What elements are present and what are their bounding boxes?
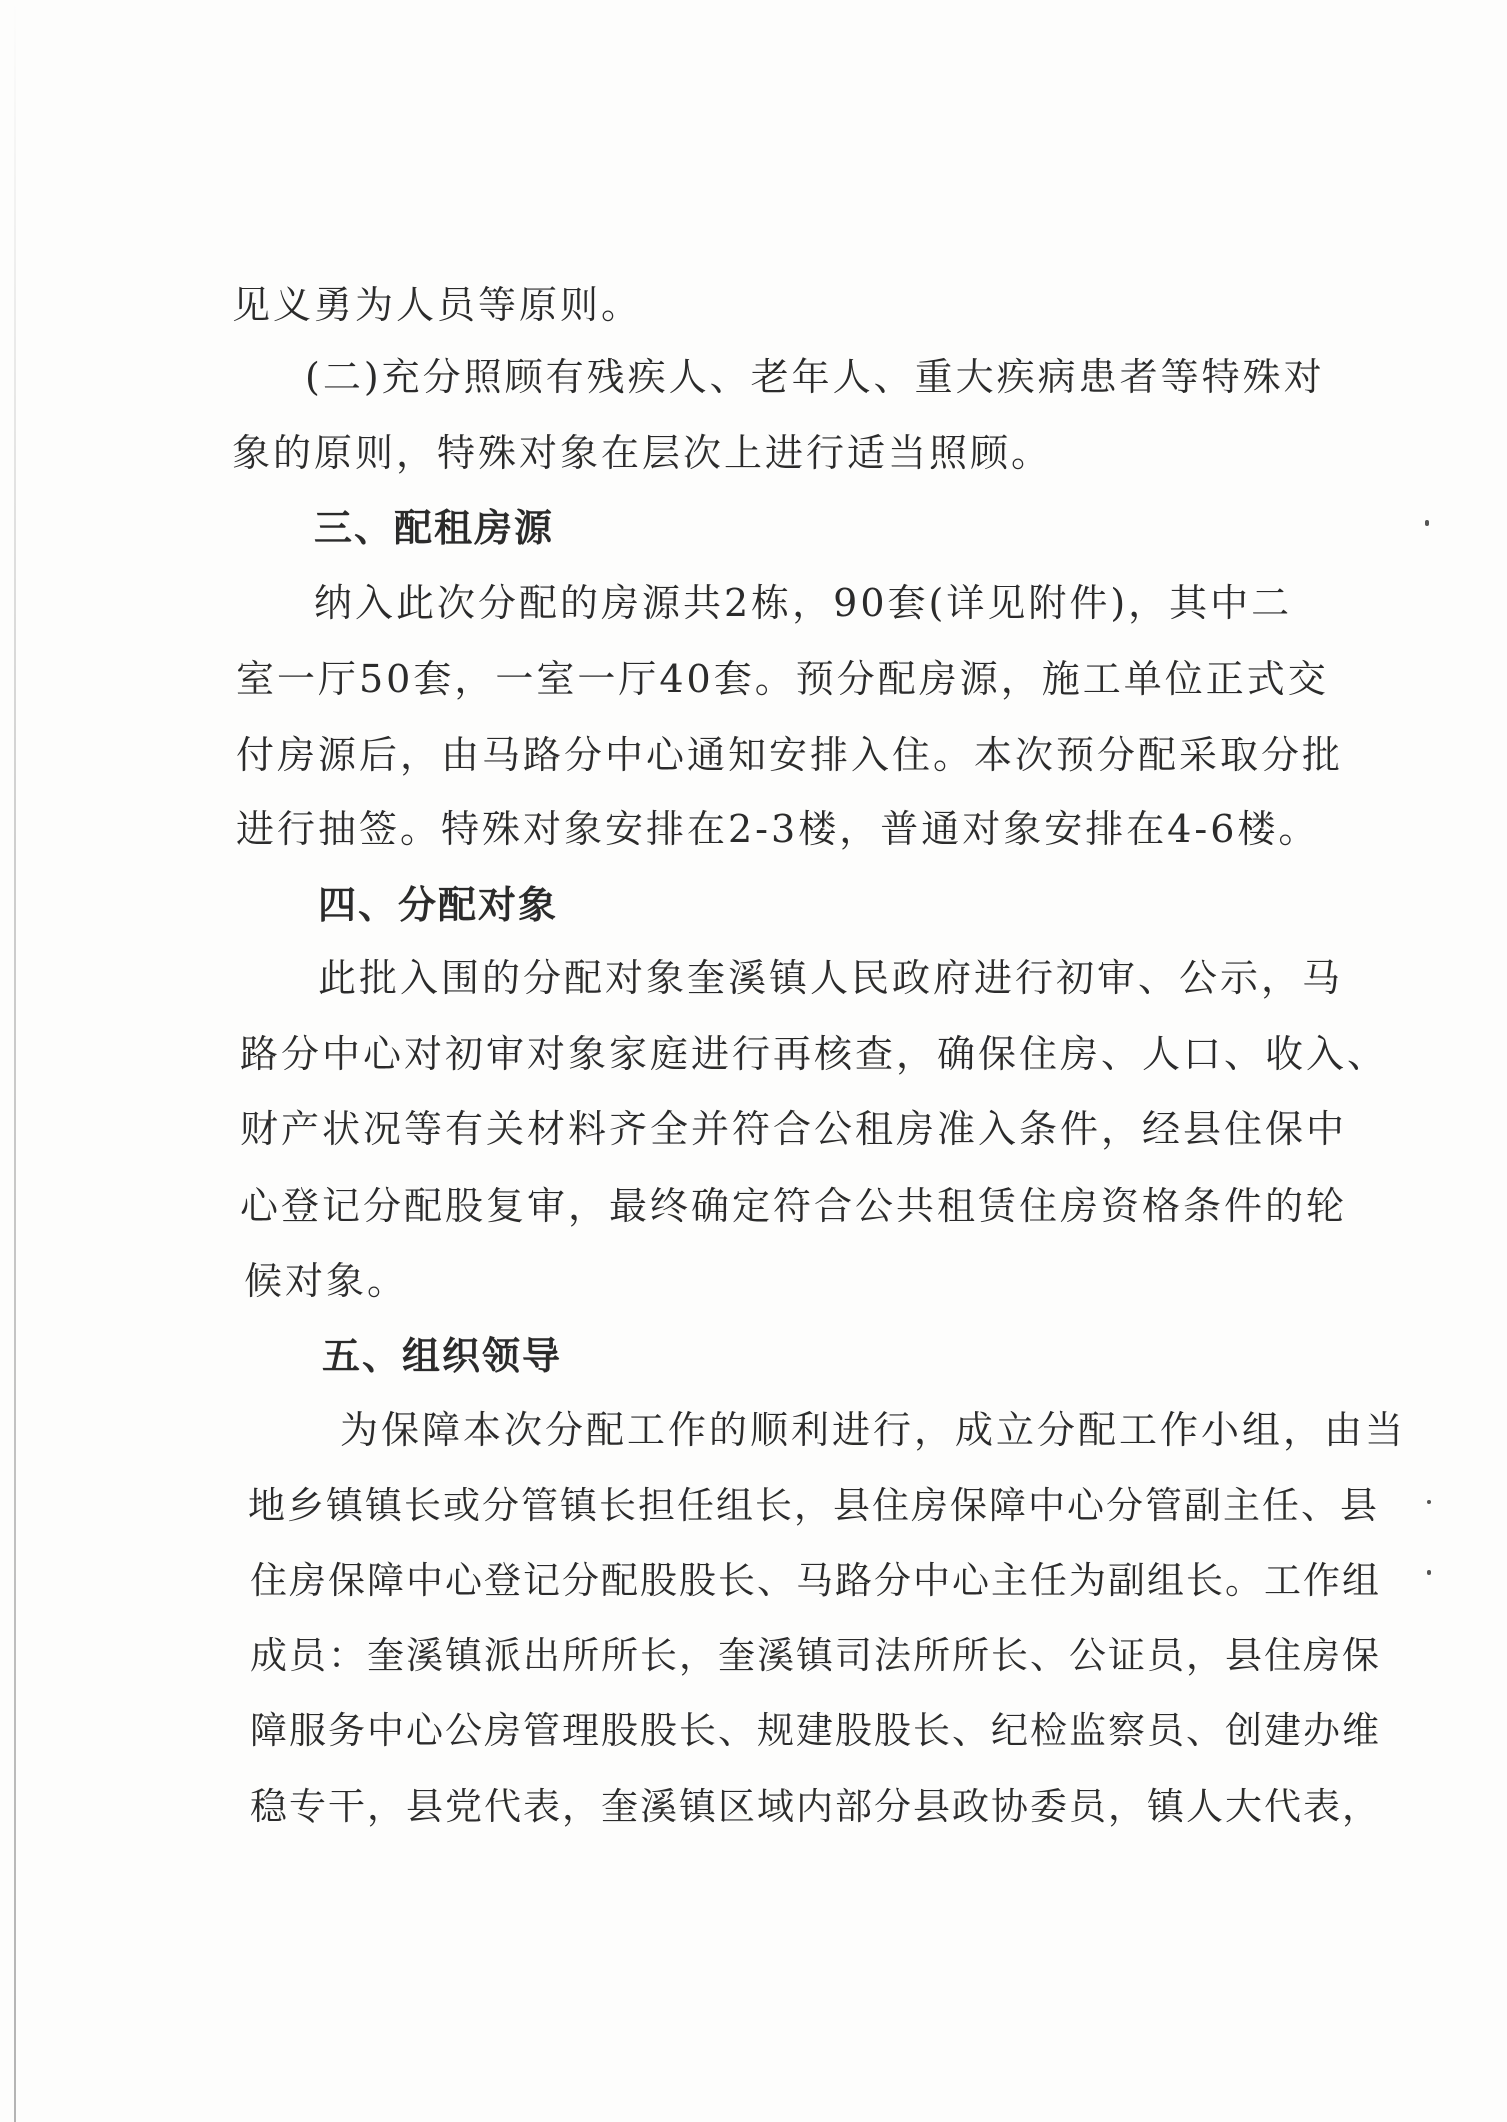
text-line-5: 纳入此次分配的房源共2栋，90套(详见附件)，其中二 xyxy=(314,581,1293,625)
text-line-21: 稳专干，县党代表，奎溪镇区域内部分县政协委员，镇人大代表， xyxy=(250,1785,1381,1828)
text-line-16: 为保障本次分配工作的顺利进行，成立分配工作小组，由当 xyxy=(340,1408,1407,1452)
text-line-8: 进行抽签。特殊对象安排在2-3楼，普通对象安排在4-6楼。 xyxy=(236,807,1320,851)
section-heading-3: 三、配租房源 xyxy=(314,506,555,550)
text-line-18: 住房保障中心登记分配股股长、马路分中心主任为副组长。工作组 xyxy=(250,1559,1381,1602)
scan-speck xyxy=(1427,1570,1431,1575)
text-line-19: 成员：奎溪镇派出所所长，奎溪镇司法所所长、公证员，县住房保 xyxy=(250,1634,1381,1677)
section-heading-5: 五、组织领导 xyxy=(322,1334,563,1378)
text-line-11: 路分中心对初审对象家庭进行再核查，确保住房、人口、收入、 xyxy=(240,1032,1389,1076)
scan-edge-shadow xyxy=(14,0,16,2122)
text-line-14: 候对象。 xyxy=(244,1259,409,1303)
text-line-12: 财产状况等有关材料齐全并符合公租房准入条件，经县住保中 xyxy=(240,1107,1348,1151)
text-line-3: 象的原则，特殊对象在层次上进行适当照顾。 xyxy=(232,431,1053,475)
section-heading-4: 四、分配对象 xyxy=(318,883,559,927)
text-line-2: (二)充分照顾有残疾人、老年人、重大疾病患者等特殊对 xyxy=(305,355,1325,399)
text-line-1: 见义勇为人员等原则。 xyxy=(232,283,643,327)
text-line-7: 付房源后，由马路分中心通知安排入住。本次预分配采取分批 xyxy=(236,733,1344,777)
scan-speck xyxy=(1427,1500,1431,1504)
text-line-17: 地乡镇镇长或分管镇长担任组长，县住房保障中心分管副主任、县 xyxy=(248,1484,1379,1527)
text-line-6: 室一厅50套，一室一厅40套。预分配房源，施工单位正式交 xyxy=(236,657,1329,701)
text-line-20: 障服务中心公房管理股股长、规建股股长、纪检监察员、创建办维 xyxy=(250,1709,1381,1752)
text-line-13: 心登记分配股复审，最终确定符合公共租赁住房资格条件的轮 xyxy=(240,1184,1348,1228)
scan-speck xyxy=(1425,520,1429,526)
text-line-10: 此批入围的分配对象奎溪镇人民政府进行初审、公示，马 xyxy=(318,956,1344,1000)
